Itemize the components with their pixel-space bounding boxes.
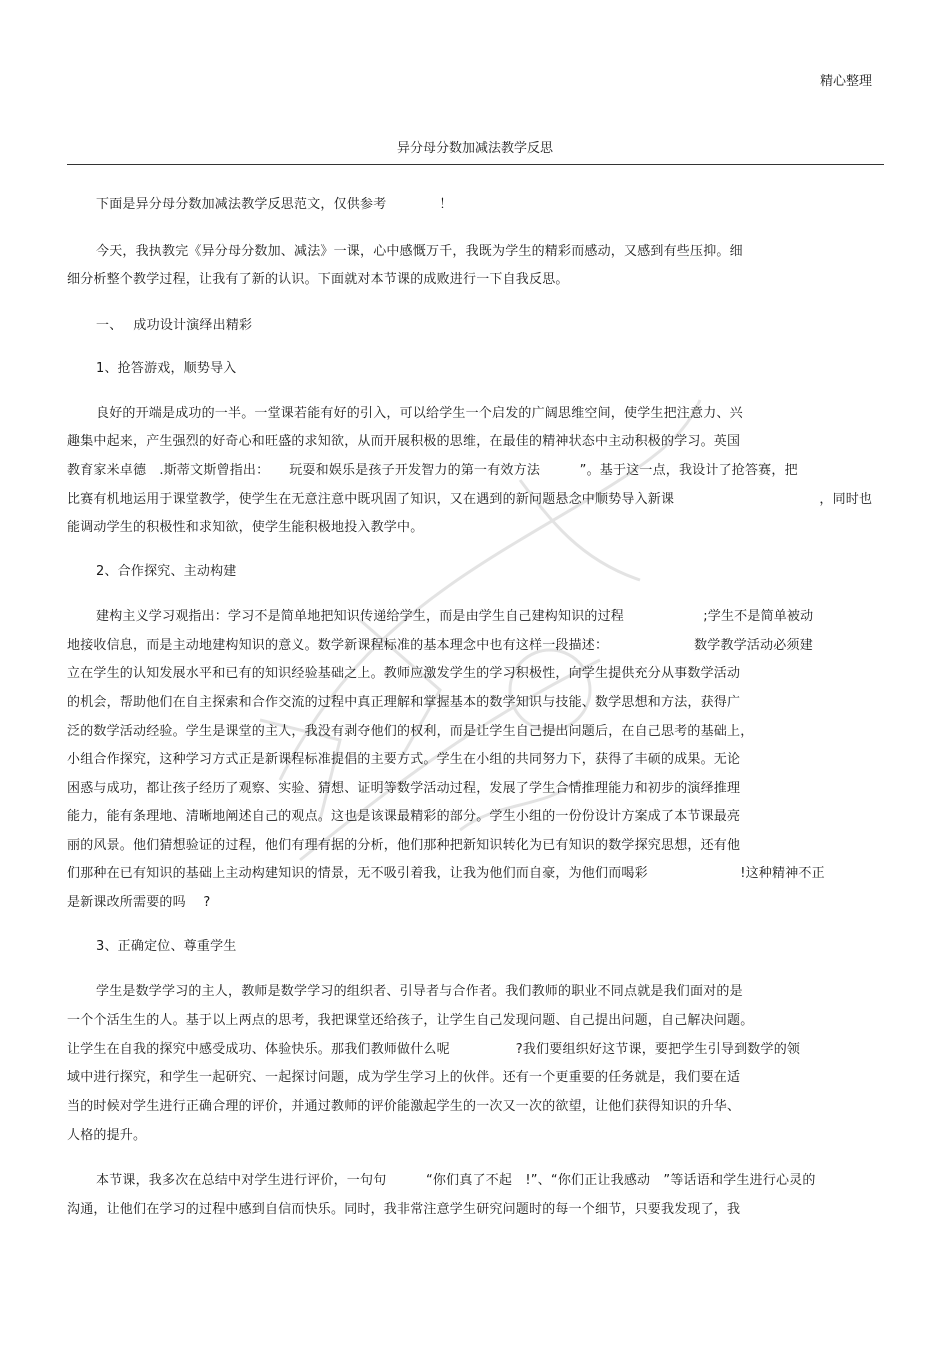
paragraph-line: 丽的风景。他们猜想验证的过程，他们有理有据的分析，他们那种把新知识转化为已有知识的数学探究思想，还有他 [67,838,741,853]
title-rule [67,164,884,165]
paragraph-line: 立在学生的认知发展水平和已有的知识经验基础之上。教师应激发学生的学习积极性，向学生提供充分从事数学活动 [67,666,741,681]
paragraph-line: 学生是数学学习的主人，教师是数学学习的组织者、引导者与合作者。我们教师的职业不同点就是我们面对的是 [96,984,743,999]
paragraph-line: 小组合作探究，这种学习方式正是新课程标准提倡的主要方式。学生在小组的共同努力下，获得了丰硕的成果。无论 [67,752,741,767]
paragraph-line: 地接收信息，而是主动地建构知识的意义。数学新课程标准的基本理念中也有这样一段描述： 数学教学活动必须建 [67,638,813,653]
paragraph-line: 趣集中起来，产生强烈的好奇心和旺盛的求知欲，从而开展积极的思维，在最佳的精神状态中主动积极的学习。英国 [67,434,741,449]
subsection-heading: 1、抢答游戏，顺势导入 [96,361,237,376]
paragraph-line: 教育家米卓德 .斯蒂文斯曾指出： 玩耍和娱乐是孩子开发智力的第一有效方法 ”。基于这一点，我设计了抢答赛，把 [67,463,798,478]
intro-line: 下面是异分母分数加减法教学反思范文，仅供参考 ！ [96,197,453,212]
paragraph-line: 一个个活生生的人。基于以上两点的思考，我把课堂还给孩子，让学生自己发现问题、自己提出问题，自己解决问题。 [67,1013,754,1028]
paragraph-line: 泛的数学活动经验。学生是课堂的主人，我没有剥夺他们的权利，而是让学生自己提出问题后，在自己思考的基础上， [67,724,754,739]
header-note: 精心整理 [819,74,872,89]
paragraph-line: 能力，能有条理地、清晰地阐述自己的观点。这也是该课最精彩的部分。学生小组的一份份设计方案成了本节课最亮 [67,809,741,824]
paragraph-line: 良好的开端是成功的一半。一堂课若能有好的引入，可以给学生一个启发的广阔思维空间，使学生把注意力、兴 [96,406,743,421]
paragraph-line: 沟通，让他们在学习的过程中感到自信而快乐。同时，我非常注意学生研究问题时的每一个细节，只要我发现了，我 [67,1202,741,1217]
paragraph-line: 细分析整个教学过程，让我有了新的认识。下面就对本节课的成败进行一下自我反思。 [67,272,569,287]
paragraph-line: 当的时候对学生进行正确合理的评价，并通过教师的评价能激起学生的一次又一次的欲望，让他们获得知识的升华、 [67,1099,741,1114]
paragraph-line: 域中进行探究，和学生一起研究、一起探讨问题，成为学生学习上的伙伴。还有一个更重要的任务就是，我们要在适 [67,1070,741,1085]
subsection-heading: 3、正确定位、尊重学生 [96,939,237,954]
paragraph-line: 能调动学生的积极性和求知欲，使学生能积极地投入教学中。 [67,520,424,535]
paragraph-line: 让学生在自我的探究中感受成功、体验快乐。那我们教师做什么呢 ?我们要组织好这节课，要把学生引导到数学的领 [67,1042,801,1057]
subsection-heading: 2、合作探究、主动构建 [96,564,237,579]
paragraph-line: 困惑与成功，都让孩子经历了观察、实验、猜想、证明等数学活动过程，发展了学生合情推理能力和初步的演绎推理 [67,781,741,796]
paragraph-line: 人格的提升。 [67,1128,147,1143]
paragraph-line: 建构主义学习观指出：学习不是简单地把知识传递给学生，而是由学生自己建构知识的过程 ;学生不是简单被动 [96,609,814,624]
paragraph-line: 本节课，我多次在总结中对学生进行评价，一句句 “你们真了不起 !”、“你们正让我感动 ”等话语和学生进行心灵的 [96,1173,816,1188]
section-heading: 一、 成功设计演绎出精彩 [96,318,253,333]
document-title: 异分母分数加减法教学反思 [396,141,553,156]
paragraph-line: 今天，我执教完《异分母分数加、减法》一课，心中感慨万千，我既为学生的精彩而感动，又感到有些压抑。细 [96,244,743,259]
paragraph-line: 们那种在已有知识的基础上主动构建知识的情景，无不吸引着我，让我为他们而自豪，为他们而喝彩 !这种精神不正 [67,866,825,881]
paragraph-line: 是新课改所需要的吗 ? [67,895,211,910]
paragraph-line: 的机会，帮助他们在自主探索和合作交流的过程中真正理解和掌握基本的数学知识与技能、数学思想和方法，获得广 [67,695,741,710]
paragraph-line: 比赛有机地运用于课堂教学，使学生在无意注意中既巩固了知识，又在遇到的新问题悬念中顺势导入新课 ，同时也 [67,492,873,507]
